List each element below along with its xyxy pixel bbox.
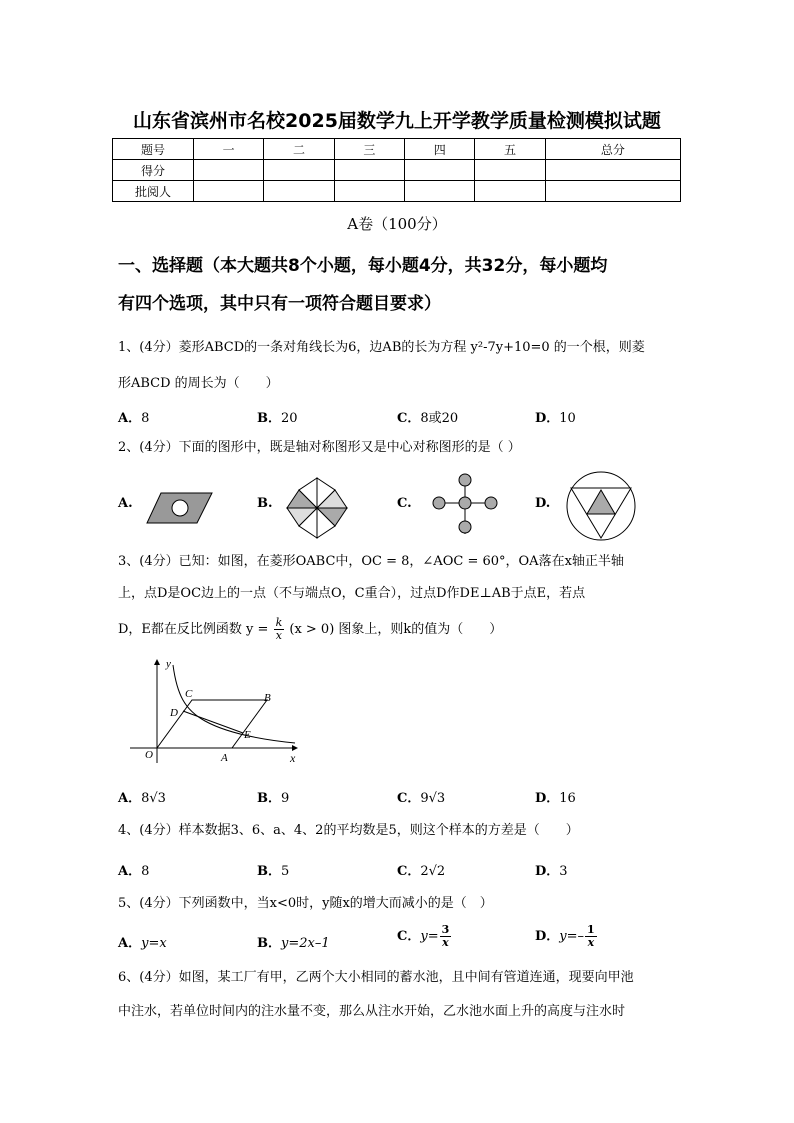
q5-option-d: D．y=– $\frac{1}{x}$ — [535, 923, 595, 949]
node-circle — [459, 521, 471, 533]
table-cell — [264, 181, 334, 202]
q2-option-d-label: D. — [535, 496, 551, 511]
parallelogram-figure — [145, 490, 215, 526]
q3-option-a: A．8√3 — [118, 791, 166, 806]
q2-option-a-label: A. — [118, 496, 133, 511]
q3-line1: 3、(4分）已知：如图，在菱形OABC中，OC = 8，∠AOC = 60°，OA落在x轴正半轴 — [118, 554, 624, 569]
label-o: O — [145, 749, 153, 761]
table-cell — [475, 160, 545, 181]
q2-option-b-label: B. — [257, 496, 273, 511]
table-cell: 批阅人 — [113, 181, 194, 202]
label-y: y — [166, 658, 171, 670]
q4-option-b: B．5 — [257, 864, 290, 879]
q6-line1: 6、(4分）如图，某工厂有甲，乙两个大小相同的蓄水池，且中间有管道连通，现要向甲池 — [118, 970, 634, 985]
node-circle — [485, 497, 497, 509]
circle-cross-figure — [430, 472, 500, 542]
score-table-header-row — [113, 139, 681, 160]
table-cell: 题号 — [113, 139, 194, 160]
q1-option-c: C．8或20 — [397, 411, 459, 426]
hyperbola-curve — [173, 665, 295, 743]
label-x: x — [290, 751, 296, 765]
q4-option-c: C．2√2 — [397, 864, 446, 879]
q1-line1: 1、(4分）菱形ABCD的一条对角线长为6，边AB的长为方程 y²-7y+10=0 的一个根，则菱 — [118, 340, 645, 355]
table-cell: 五 — [475, 139, 545, 160]
fraction-1-over-x: $\frac{1}{x}$ — [587, 923, 595, 949]
segment-de — [183, 711, 243, 733]
table-cell — [334, 160, 404, 181]
q1-line2: 形ABCD 的周长为（ ） — [118, 376, 279, 391]
q4-line1: 4、(4分）样本数据3、6、a、4、2的平均数是5，则这个样本的方差是（ ） — [118, 823, 579, 838]
score-table-row — [113, 181, 681, 202]
table-cell — [194, 181, 264, 202]
table-cell — [475, 181, 545, 202]
score-table — [112, 138, 681, 202]
q3-line2: 上，点D是OC边上的一点（不与端点O，C重合），过点D作DE⊥AB于点E，若点 — [118, 586, 586, 601]
section-a-heading: A卷（100分） — [347, 215, 447, 233]
label-c: C — [185, 688, 193, 700]
q4-option-a: A．8 — [118, 864, 150, 879]
circle-hole — [172, 500, 188, 516]
table-cell: 二 — [264, 139, 334, 160]
q6-line2: 中注水，若单位时间内的注水量不变，那么从注水开始，乙水池水面上升的高度与注水时 — [118, 1004, 626, 1019]
triangle-circle-figure — [565, 470, 637, 542]
q3-option-c: C．9√3 — [397, 791, 446, 806]
q3-option-b: B．9 — [257, 791, 290, 806]
q1-option-a: A．8 — [118, 411, 150, 426]
q3-option-d: D．16 — [535, 791, 576, 806]
label-d: D — [170, 707, 178, 719]
q1-option-d: D．10 — [535, 411, 576, 426]
pinwheel-figure — [283, 474, 351, 542]
table-cell — [194, 160, 264, 181]
table-cell: 一 — [194, 139, 264, 160]
q2-line1: 2、(4分）下面的图形中，既是轴对称图形又是中心对称图形的是（ ） — [118, 440, 521, 455]
q2-option-c-label: C. — [397, 496, 412, 511]
score-table-row — [113, 160, 681, 181]
table-cell — [405, 181, 475, 202]
label-a: A — [221, 752, 228, 764]
table-cell: 三 — [334, 139, 404, 160]
page-title: 山东省滨州市名校2025届数学九上开学教学质量检测模拟试题 — [133, 110, 661, 132]
table-cell — [405, 160, 475, 181]
table-cell — [334, 181, 404, 202]
table-cell: 得分 — [113, 160, 194, 181]
fraction-k-over-x: $\frac{k}{x}$ — [275, 616, 283, 642]
q5-line1: 5、(4分）下列函数中，当x<0时，y随x的增大而减小的是（ ） — [118, 896, 493, 911]
table-cell — [545, 181, 680, 202]
rhombus-graph-figure — [125, 655, 310, 770]
part1-heading-line2: 有四个选项，其中只有一项符合题目要求） — [118, 294, 441, 314]
node-circle — [459, 497, 471, 509]
table-cell: 四 — [405, 139, 475, 160]
part1-heading-line1: 一、选择题（本大题共8个小题，每小题4分，共32分，每小题均 — [118, 256, 608, 276]
table-cell: 总分 — [545, 139, 680, 160]
node-circle — [433, 497, 445, 509]
q5-option-b: B．y=2x–1 — [257, 936, 330, 951]
label-e: E — [244, 729, 251, 741]
q1-option-b: B．20 — [257, 411, 298, 426]
node-circle — [459, 474, 471, 486]
q3-line3: D，E都在反比例函数 y = $\frac{k}{x}$ (x > 0) 图象上，则k的值为（ ） — [118, 616, 503, 642]
q5-option-a: A．y=x — [118, 936, 167, 951]
fraction-3-over-x: $\frac{3}{x}$ — [441, 923, 450, 949]
label-b: B — [264, 692, 271, 704]
table-cell — [545, 160, 680, 181]
q4-option-d: D．3 — [535, 864, 568, 879]
table-cell — [264, 160, 334, 181]
q5-option-c: C．y= $\frac{3}{x}$ — [397, 923, 450, 949]
